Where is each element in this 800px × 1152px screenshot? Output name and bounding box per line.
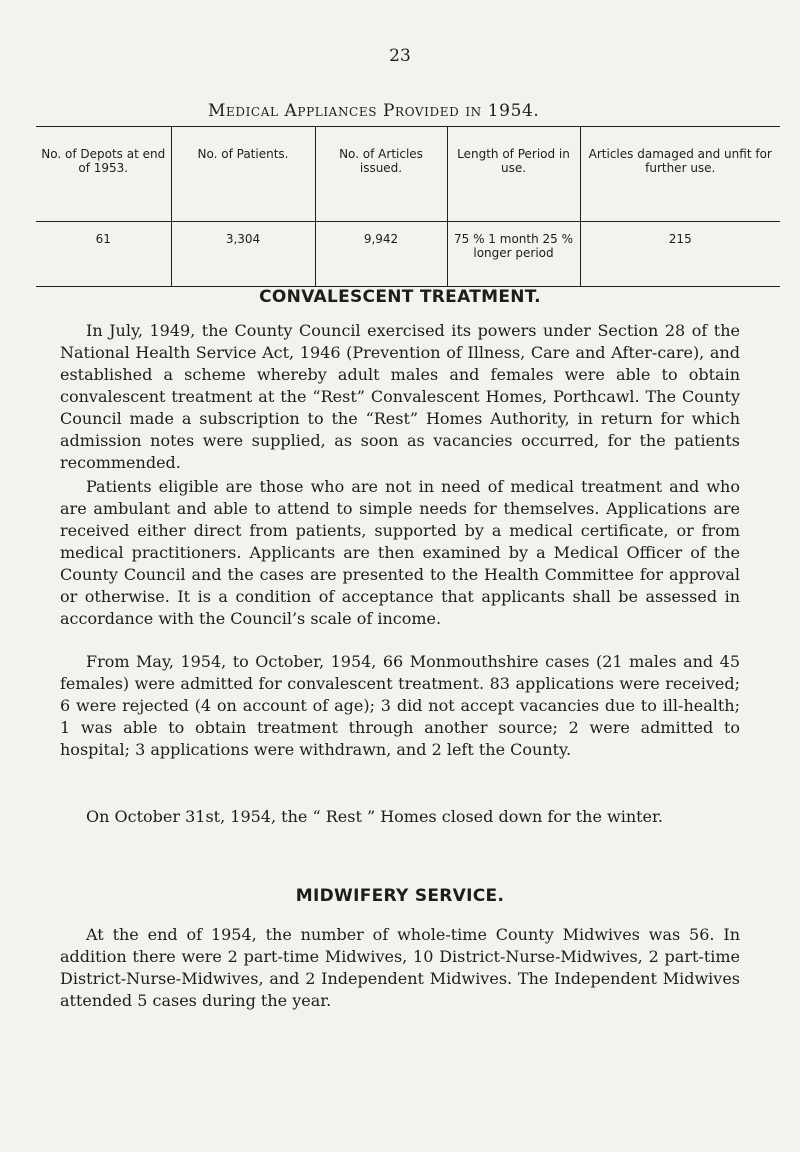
header-patients: No. of Patients. bbox=[171, 127, 315, 222]
convalescent-paragraph-2: Patients eligible are those who are not in need of medical treatment and who are ambulant and able to attend to simple needs for themselves. Applications are received either direct from patients, supported by a medical certificate, or from medical practitioners. Applicants are then examined by a Medical Officer of the County Council and the cases are presented to the Health Committee for approval or otherwise. It is a condition of acceptance that applicants shall be assessed in accordance with the Council’s scale of income. bbox=[60, 477, 740, 628]
cell-patients: 3,304 bbox=[171, 222, 315, 287]
convalescent-title: CONVALESCENT TREATMENT. bbox=[259, 287, 541, 307]
midwifery-paragraph-1: At the end of 1954, the number of whole-time County Midwives was 56. In addition there were 2 part-time Midwives, 10 District-Nurse-Midwives, 2 part-time District-Nurse-Midwives, and 2 Independent Midwives. The Independent Midwives attended 5 cases during the year. bbox=[60, 925, 740, 1010]
cell-length-of-period: 75 % 1 month 25 % longer period bbox=[447, 222, 580, 287]
convalescent-paragraph-4: On October 31st, 1954, the “ Rest ” Homes closed down for the winter. bbox=[86, 807, 663, 826]
header-articles-issued: No. of Articles issued. bbox=[315, 127, 447, 222]
cell-articles-issued: 9,942 bbox=[315, 222, 447, 287]
page-number: 23 bbox=[389, 46, 411, 66]
appliances-heading: Medical Appliances Provided in 1954. bbox=[208, 101, 540, 121]
convalescent-paragraph-3: From May, 1954, to October, 1954, 66 Monmouthshire cases (21 males and 45 females) were admitted for convalescent treatment. 83 applications were received; 6 were rejected (4 on account of age); 3 did not accept vacancies due to ill-health; 1 was able to obtain treatment through another source; 2 were admitted to hospital; 3 applications were withdrawn, and 2 left the County. bbox=[60, 652, 740, 759]
table-header-row bbox=[36, 127, 780, 222]
table-row bbox=[36, 222, 780, 287]
header-length-of-period: Length of Period in use. bbox=[447, 127, 580, 222]
header-depots: No. of Depots at end of 1953. bbox=[41, 147, 166, 176]
header-articles-damaged: Articles damaged and unfit for further use. bbox=[580, 127, 780, 222]
cell-articles-damaged: 215 bbox=[580, 222, 780, 287]
appliances-table bbox=[36, 126, 780, 287]
convalescent-paragraph-1: In July, 1949, the County Council exercised its powers under Section 28 of the National Health Service Act, 1946 (Prevention of Illness, Care and After-care), and established a scheme whereby adult males and females were able to obtain convalescent treatment at the “Rest” Convalescent Homes, Porthcawl. The County Council made a subscription to the “Rest” Homes Authority, in return for which admission notes were supplied, as soon as vacancies occurred, for the patients recommended. bbox=[60, 321, 740, 472]
cell-depots: 61 bbox=[36, 222, 171, 287]
midwifery-title: MIDWIFERY SERVICE. bbox=[295, 886, 505, 906]
